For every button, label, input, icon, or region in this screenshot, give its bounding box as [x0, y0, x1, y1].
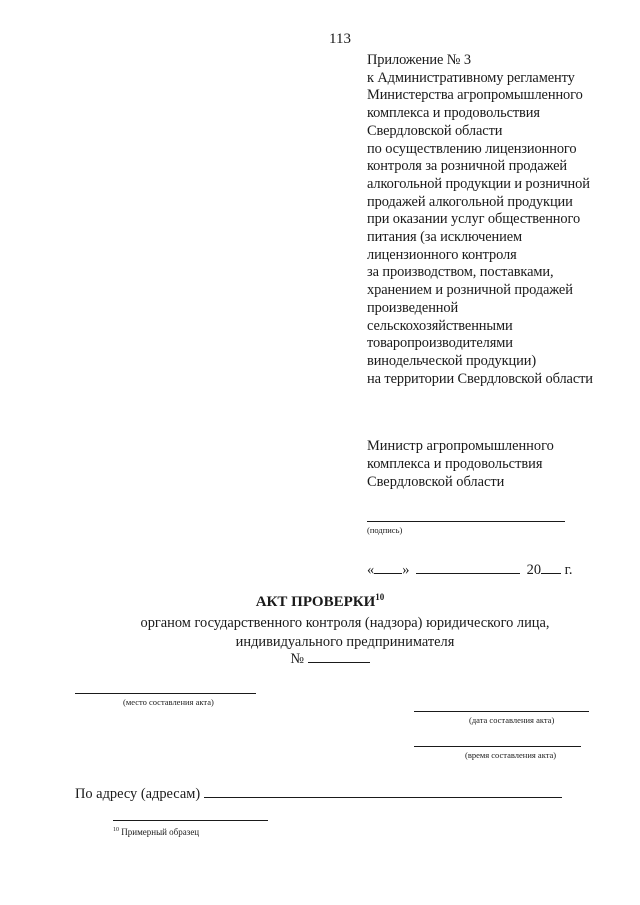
- month-blank: [416, 561, 520, 574]
- act-number-label: №: [290, 651, 308, 667]
- act-number-blank: [308, 650, 370, 663]
- appendix-line: Приложение № 3: [367, 52, 471, 68]
- appendix-line: Министерства агропромышленного: [367, 87, 583, 104]
- appendix-line: Свердловской области: [367, 122, 503, 139]
- address-blank: [204, 785, 562, 798]
- act-subtitle: [0, 614, 640, 651]
- year-prefix: 20: [526, 562, 542, 578]
- act-title: [0, 594, 640, 611]
- time-of-act-caption: (время составления акта): [465, 750, 557, 760]
- appendix-line: комплекса и продовольствия: [367, 105, 540, 122]
- footnote-text: Примерный образец: [119, 827, 200, 837]
- act-title-text: АКТ ПРОВЕРКИ: [255, 594, 376, 610]
- approval-line: Свердловской области: [367, 474, 505, 490]
- appendix-line: за производством, поставками,: [367, 264, 554, 281]
- appendix-line: винодельческой продукции): [367, 352, 537, 369]
- approval-date: [367, 561, 573, 579]
- year-blank: [541, 561, 561, 574]
- act-number: [0, 650, 640, 668]
- appendix-line: произведенной: [367, 299, 459, 316]
- day-blank: [374, 561, 402, 574]
- address-line: [75, 785, 562, 803]
- time-of-act-line: [414, 746, 581, 747]
- appendix-line: сельскохозяйственными: [367, 317, 513, 334]
- approval-line: комплекса и продовольствия: [367, 456, 543, 472]
- approval-block: [367, 437, 629, 491]
- appendix-line: товаропроизводителями: [367, 335, 513, 352]
- appendix-line: по осуществлению лицензионного: [367, 140, 577, 157]
- signature-line: [367, 521, 565, 522]
- appendix-line: продажей алкогольной продукции: [367, 193, 573, 210]
- appendix-line: контроля за розничной продажей: [367, 158, 568, 175]
- appendix-line: питания (за исключением: [367, 229, 523, 246]
- date-of-act-line: [414, 711, 589, 712]
- place-line: [75, 693, 256, 694]
- date-of-act-caption: (дата составления акта): [469, 715, 555, 725]
- appendix-line: на территории Свердловской области: [367, 370, 593, 387]
- date-close-quote: »: [402, 562, 410, 578]
- act-title-footnote-mark: 10: [375, 592, 385, 602]
- page-number: 113: [329, 31, 351, 47]
- appendix-line: к Административному регламенту: [367, 69, 575, 86]
- date-open-quote: «: [367, 562, 375, 578]
- year-suffix: г.: [561, 562, 573, 578]
- footnote-separator: [113, 820, 268, 821]
- place-caption: (место составления акта): [123, 697, 214, 707]
- appendix-line: при оказании услуг общественного: [367, 211, 581, 228]
- appendix-line: алкогольной продукции и розничной: [367, 175, 590, 192]
- appendix-line: хранением и розничной продажей: [367, 282, 573, 299]
- address-label: По адресу (адресам): [75, 786, 204, 802]
- signature-caption: (подпись): [367, 525, 403, 535]
- act-subtitle-line-1: органом государственного контроля (надзора) юридического лица,: [140, 615, 550, 631]
- footnote: [113, 827, 199, 837]
- act-subtitle-line-2: индивидуального предпринимателя: [235, 633, 455, 650]
- footnote-mark: 10: [113, 827, 119, 833]
- appendix-line: лицензионного контроля: [367, 246, 517, 263]
- approval-line: Министр агропромышленного: [367, 438, 554, 454]
- appendix-block: [367, 52, 629, 388]
